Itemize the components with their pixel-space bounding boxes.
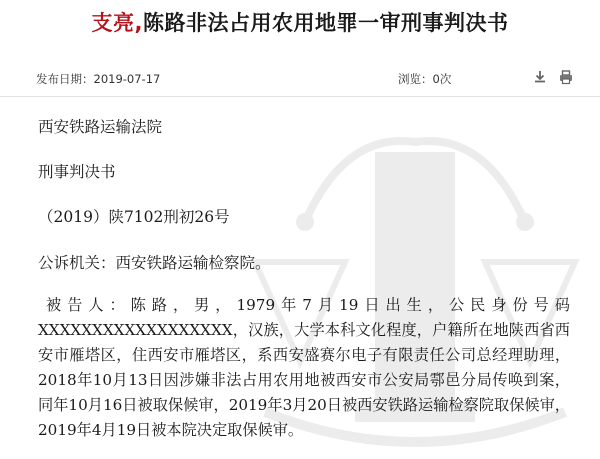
print-icon[interactable] [558, 69, 574, 85]
page-title [0, 7, 600, 37]
court-name: 西安铁路运输法院 [38, 118, 163, 136]
prosecutor-line: 公诉机关：西安铁路运输检察院。 [38, 254, 271, 272]
document-type: 刑事判决书 [38, 163, 116, 181]
title-text: 陈路非法占用农用地罪一审刑事判决书 [142, 11, 509, 35]
title-highlight: 支亮, [91, 11, 143, 35]
case-number: （2019）陕7102刑初26号 [38, 208, 230, 226]
publish-date: 发布日期：2019-07-17 [36, 72, 161, 86]
defendant-paragraph: 被告人：陈路，男，1979年7月19日出生，公民身份号码XXXXXXXXXXXXXXXXXX，汉族，大学本科文化程度，户籍所在地陕西省西安市雁塔区，住西安市雁塔区，系西安盛赛尔电子有限责任公司总经理助理，2018年10月13日因涉嫌非法占用农用地被西安市公安局鄠邑分局传唤到案，同年10月16日被取保候审，2019年3月20日被西安铁路运输检察院取保候审，2019年4月19日被本院决定取保候审。 [38, 296, 570, 439]
toolbar [532, 69, 574, 85]
meta-bar [0, 60, 600, 97]
view-count: 浏览：0次 [398, 72, 452, 86]
download-icon[interactable] [532, 69, 548, 85]
